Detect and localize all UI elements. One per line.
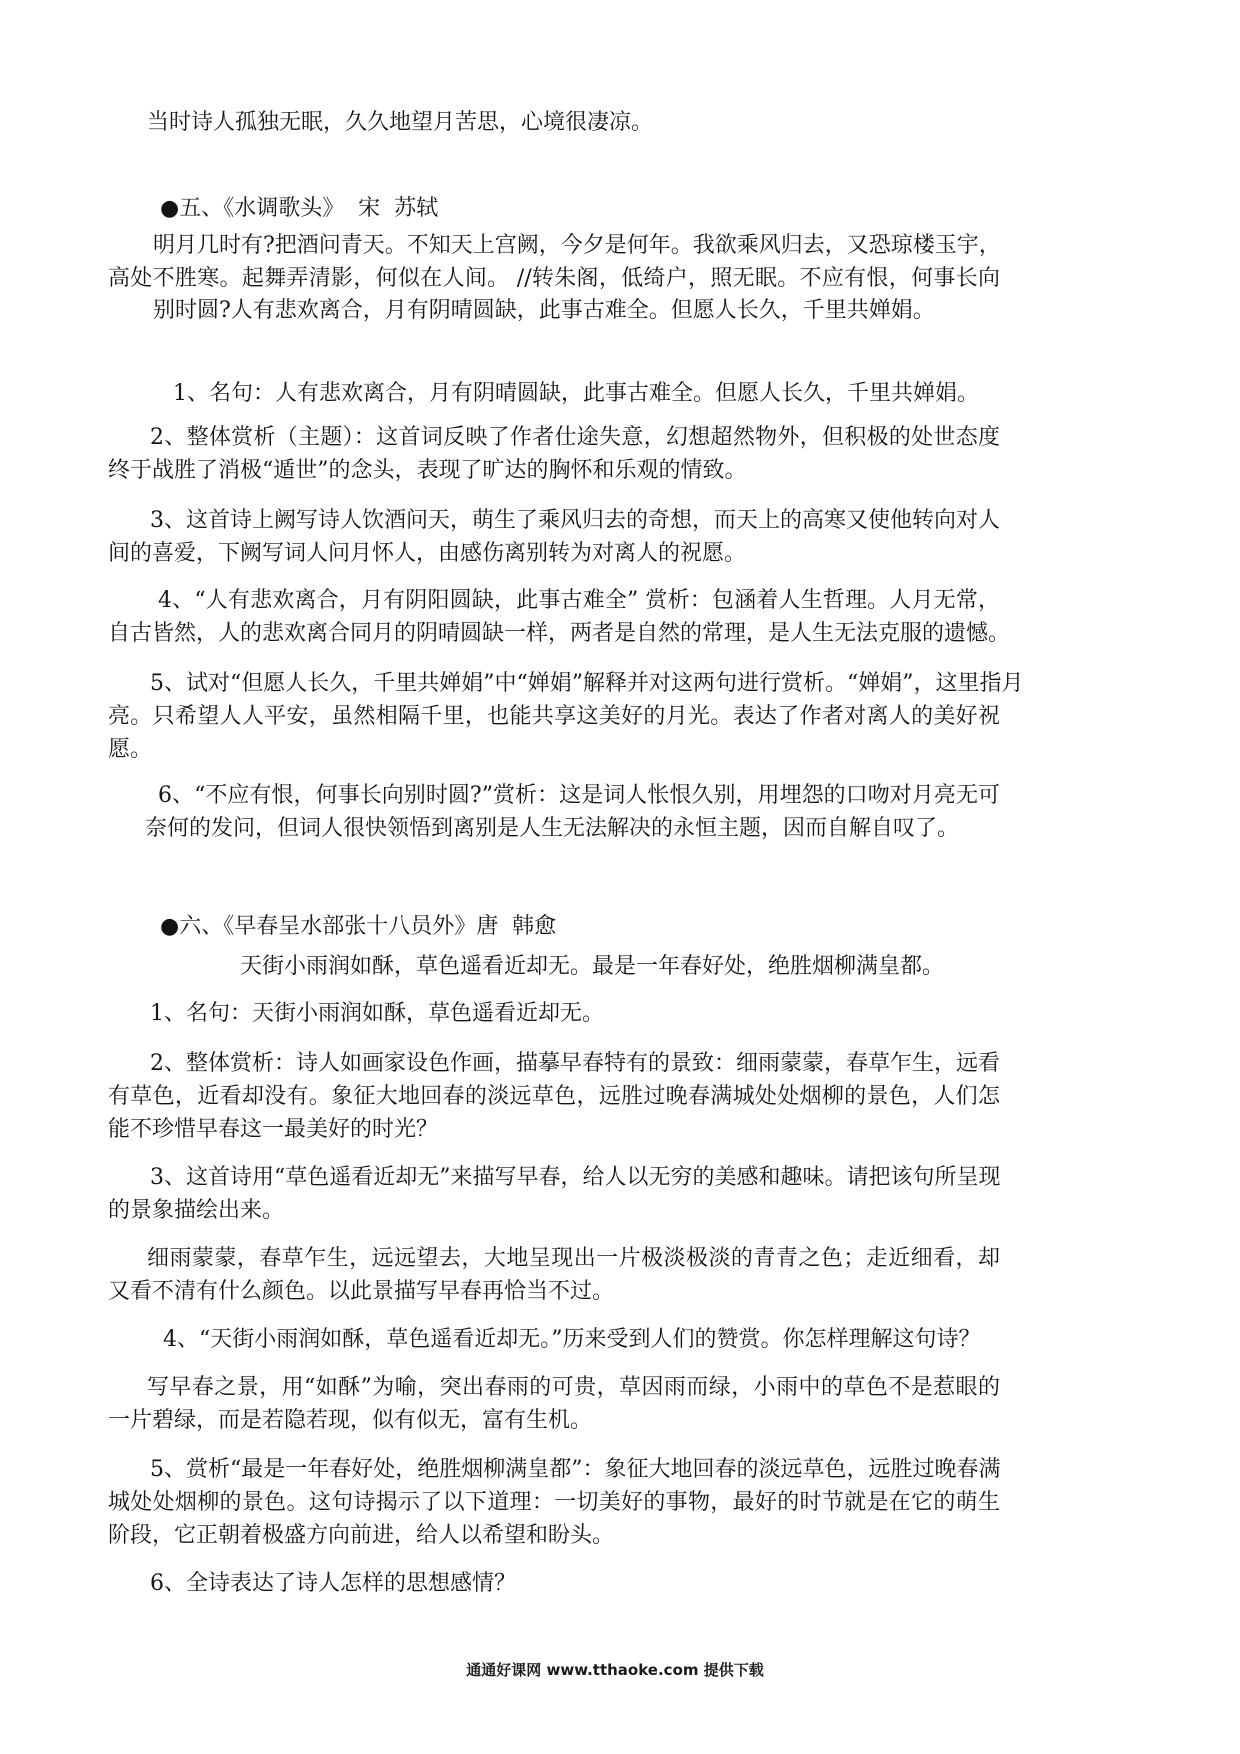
poem-line: 高处不胜寒。起舞弄清影，何似在人间。 //转朱阁，低绮户，照无眠。不应有恨，何事长向 <box>108 265 1000 291</box>
s6-answer-3 <box>0 1242 1000 1308</box>
s5-item-4 <box>0 584 1011 650</box>
item-line: 能不珍惜早春这一最美好的时光？ <box>108 1117 439 1142</box>
s5-item-1 <box>0 377 979 410</box>
poem-line: 天街小雨润如酥，草色遥看近却无。最是一年春好处，绝胜烟柳满皇都。 <box>240 954 945 979</box>
answer-line: 一片碧绿，而是若隐若现，似有似无，富有生机。 <box>108 1408 593 1433</box>
item-line: 间的喜爱，下阙写词人问月怀人，由感伤离别转为对离人的祝愿。 <box>108 541 747 566</box>
item-line: 5、赏析“最是一年春好处，绝胜烟柳满皇都”：象征大地回春的淡远草色，远胜过晚春满 <box>150 1457 1001 1482</box>
item-line: 城处处烟柳的景色。这句诗揭示了以下道理：一切美好的事物，最好的时节就是在它的萌生 <box>108 1490 1000 1515</box>
s5-item-6 <box>0 779 1000 845</box>
item-line: 1、名句：天街小雨润如酥，草色遥看近却无。 <box>150 1001 604 1026</box>
item-line: 3、这首诗上阙写诗人饮酒问天，萌生了乘风归去的奇想，而天上的高寒又使他转向对人 <box>150 508 1000 533</box>
section-heading-5 <box>0 192 438 225</box>
item-line: 终于战胜了消极“遁世”的念头，表现了旷达的胸怀和乐观的情致。 <box>108 458 747 483</box>
item-line: 亮。只希望人人平安，虽然相隔千里，也能共享这美好的月光。表达了作者对离人的美好祝 <box>108 704 1000 729</box>
intro-line: 当时诗人孤独无眠，久久地望月苦思，心境很凄凉。 <box>147 110 654 135</box>
s5-item-2 <box>0 421 1000 487</box>
item-line: 阶段，它正朝着极盛方向前进，给人以希望和盼头。 <box>108 1523 615 1548</box>
item-line: 奈何的发问，但词人很快领悟到离别是人生无法解决的永恒主题，因而自解自叹了。 <box>145 816 960 841</box>
item-line: 1、名句：人有悲欢离合，月有阴晴圆缺，此事古难全。但愿人长久，千里共婵娟。 <box>173 381 979 406</box>
s6-item-4 <box>0 1323 981 1356</box>
item-line: 5、试对“但愿人长久，千里共婵娟”中“婵娟”解释并对这两句进行赏析。“婵娟”，这里指月 <box>150 671 1024 696</box>
poem-line: 明月几时有?把酒问青天。不知天上宫阙，今夕是何年。我欲乘风归去，又恐琼楼玉宇， <box>153 233 1001 258</box>
s5-item-3 <box>0 504 1000 570</box>
s6-answer-4 <box>0 1371 1000 1437</box>
s6-item-5 <box>0 1453 1000 1552</box>
item-line: 愿。 <box>108 737 153 762</box>
s6-item-6 <box>0 1567 516 1600</box>
intro-paragraph <box>0 106 653 139</box>
poem-line: 别时圆?人有悲欢离合，月有阴晴圆缺，此事古难全。但愿人长久，千里共婵娟。 <box>153 298 935 323</box>
s6-item-3 <box>0 1161 1000 1227</box>
item-line: 3、这首诗用“草色遥看近却无”来描写早春，给人以无穷的美感和趣味。请把该句所呈现 <box>150 1165 1001 1190</box>
item-line: 6、全诗表达了诗人怎样的思想感情？ <box>150 1571 516 1596</box>
item-line: 2、整体赏析（主题）：这首词反映了作者仕途失意，幻想超然物外，但积极的处世态度 <box>150 425 1000 450</box>
section-heading-6 <box>0 910 556 943</box>
item-line: 4、“人有悲欢离合，月有阴阳圆缺，此事古难全” 赏析：包涵着人生哲理。人月无常， <box>158 588 1000 613</box>
item-line: 4、“天街小雨润如酥，草色遥看近却无。”历来受到人们的赞赏。你怎样理解这句诗？ <box>163 1327 981 1352</box>
s6-item-1 <box>0 997 604 1030</box>
answer-line: 又看不清有什么颜色。以此景描写早春再恰当不过。 <box>108 1279 615 1304</box>
poem-zaochun <box>0 950 944 983</box>
item-line: 2、整体赏析：诗人如画家设色作画，描摹早春特有的景致：细雨蒙蒙，春草乍生，远看 <box>150 1051 1000 1076</box>
item-line: 6、“不应有恨，何事长向别时圆?”赏析：这是词人怅恨久别，用埋怨的口吻对月亮无可 <box>158 783 1000 808</box>
section-heading-text: ●六、《早春呈水部张十八员外》唐 韩愈 <box>160 914 557 939</box>
section-heading-text: ●五、《水调歌头》 宋 苏轼 <box>160 196 439 221</box>
poem-shuidiaogetou <box>0 230 1000 328</box>
item-line: 有草色，近看却没有。象征大地回春的淡远草色，远胜过晚春满城处处烟柳的景色，人们怎 <box>108 1084 1000 1109</box>
item-line: 自古皆然，人的悲欢离合同月的阴晴圆缺一样，两者是自然的常理，是人生无法克服的遗憾。 <box>108 621 1011 646</box>
s5-item-5 <box>0 667 1024 766</box>
item-line: 的景象描绘出来。 <box>108 1198 285 1223</box>
page-footer: 通通好课网 www.tthaoke.com 提供下载 <box>466 1661 764 1679</box>
s6-item-2 <box>0 1047 1000 1146</box>
answer-line: 写早春之景，用“如酥”为喻，突出春雨的可贵，草因雨而绿，小雨中的草色不是惹眼的 <box>147 1375 1000 1400</box>
answer-line: 细雨蒙蒙，春草乍生，远远望去，大地呈现出一片极淡极淡的青青之色；走近细看，却 <box>147 1246 1000 1271</box>
